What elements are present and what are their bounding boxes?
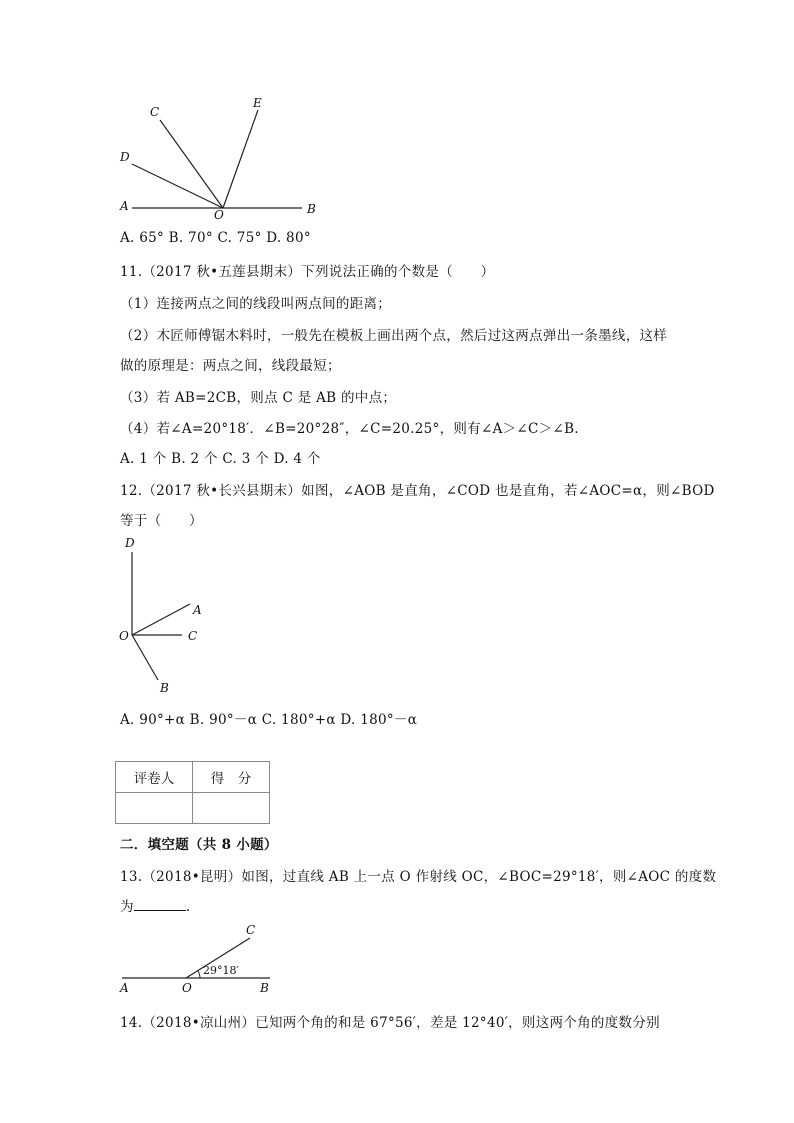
label-d: D	[125, 536, 135, 550]
label-b: B	[260, 981, 269, 995]
q13-stem-line2	[120, 895, 190, 915]
q11-item-4: （4）若∠A=20°18′．∠B=20°28″，∠C=20.25°，则有∠A＞∠C＞∠B.	[120, 421, 579, 437]
figure-angles-cod	[110, 532, 220, 700]
q11-options: A. 1 个 B. 2 个 C. 3 个 D. 4 个	[120, 451, 321, 467]
label-a: A	[193, 603, 202, 617]
ray-oc	[160, 120, 223, 208]
label-a: A	[120, 199, 129, 213]
angle-arc	[198, 971, 200, 978]
score-table-grader-cell[interactable]	[116, 793, 193, 824]
label-b: B	[307, 202, 316, 216]
score-table-grader-header: 评卷人	[116, 762, 193, 793]
score-table-score-cell[interactable]	[193, 793, 270, 824]
section-title: 二．填空题（共 8 小题）	[120, 837, 278, 853]
q11-item-2: （2）木匠师傅锯木料时，一般先在模板上画出两个点，然后过这两点弹出一条墨线，这样	[120, 328, 668, 344]
q11-item-2-cont: 做的原理是：两点之间，线段最短；	[120, 358, 341, 374]
label-d: D	[120, 150, 130, 164]
label-o: O	[119, 629, 129, 643]
label-o: O	[182, 981, 192, 995]
q13-answer-blank[interactable]	[134, 898, 186, 911]
q11-item-3: （3）若 AB=2CB，则点 C 是 AB 的中点；	[120, 390, 397, 406]
label-c: C	[150, 105, 160, 119]
label-b: B	[160, 681, 169, 695]
label-o: O	[214, 208, 224, 222]
figure-angles-aob	[110, 88, 330, 223]
figure-angle-boc	[110, 918, 290, 998]
label-c: C	[246, 923, 256, 937]
q13-prefix: 为	[120, 899, 134, 915]
score-table-score-header: 得 分	[193, 762, 270, 793]
ray-od	[132, 164, 223, 208]
q14-stem-line1: 14.（2018•凉山州）已知两个角的和是 67°56′，差是 12°40′，则这两个角的度数分别	[120, 1015, 660, 1031]
q12-stem-line1: 12.（2017 秋•长兴县期末）如图，∠AOB 是直角，∠COD 也是直角，若∠AOC=α，则∠BOD	[120, 483, 715, 499]
ray-oe	[223, 110, 258, 208]
label-angle: 29°18′	[203, 964, 239, 977]
q11-stem: 11.（2017 秋•五莲县期末）下列说法正确的个数是（ ）	[120, 264, 495, 280]
q13-suffix: .	[185, 899, 191, 915]
score-table	[115, 761, 270, 824]
label-a: A	[120, 981, 129, 995]
q11-item-1: （1）连接两点之间的线段叫两点间的距离；	[120, 296, 392, 312]
q12-options: A. 90°+α B. 90°－α C. 180°+α D. 180°－α	[120, 712, 418, 728]
label-c: C	[188, 629, 198, 643]
label-e: E	[253, 96, 262, 110]
q10-options: A. 65° B. 70° C. 75° D. 80°	[120, 230, 311, 246]
q13-stem-line1: 13.（2018•昆明）如图，过直线 AB 上一点 O 作射线 OC，∠BOC=29°18′，则∠AOC 的度数	[120, 869, 717, 885]
q12-stem-line2: 等于（ ）	[120, 513, 203, 529]
ray-oa	[132, 604, 190, 635]
ray-ob	[132, 635, 158, 680]
